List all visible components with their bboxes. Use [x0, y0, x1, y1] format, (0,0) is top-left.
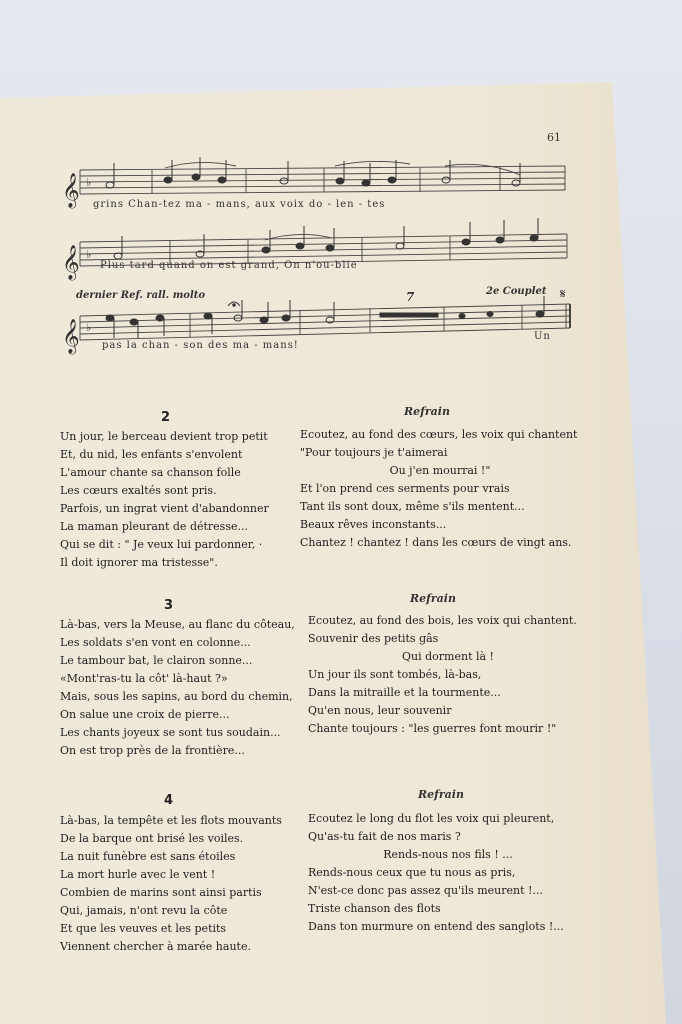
verse-line: La mort hurle avec le vent ! — [60, 868, 216, 881]
verse-number: 2 — [161, 410, 171, 425]
svg-text:♭: ♭ — [86, 321, 92, 334]
refrain-line: Rends-nous nos fils ! ... — [383, 848, 513, 861]
refrain-line: Et l'on prend ces serments pour vrais — [300, 482, 510, 495]
refrain-line: Rends-nous ceux que tu nous as pris, — [308, 866, 516, 879]
verse-line: Le tambour bat, le clairon sonne... — [60, 654, 253, 667]
refrain-3-lines — [308, 612, 588, 738]
verse-line: Combien de marins sont ainsi partis — [60, 886, 262, 899]
refrain-2-lines — [300, 426, 580, 552]
refrain-line: Qu'as-tu fait de nos maris ? — [308, 830, 461, 843]
refrain-line: Un jour ils sont tombés, là-bas, — [308, 668, 482, 681]
refrain-line: Ou j'en mourrai !" — [389, 464, 491, 477]
verse-line: Les cœurs exaltés sont pris. — [60, 484, 217, 497]
refrain-line: Qu'en nous, leur souvenir — [308, 704, 452, 717]
refrain-4-lines — [308, 810, 588, 936]
music-score — [0, 0, 682, 380]
tempo-marking: dernier Ref. rall. molto — [76, 290, 206, 301]
refrain-line: Ecoutez, au fond des bois, les voix qui chantent. — [308, 614, 577, 627]
verse-line: On est trop près de la frontière... — [60, 744, 245, 757]
svg-text:♭: ♭ — [86, 248, 92, 261]
refrain-line: Ecoutez le long du flot les voix qui pleurent, — [308, 812, 555, 825]
treble-clef-icon: 𝄞 — [62, 245, 80, 280]
verse-line: Un jour, le berceau devient trop petit — [60, 430, 268, 443]
verse-number: 4 — [164, 793, 174, 808]
refrain-line: Dans la mitraille et la tourmente... — [308, 686, 501, 699]
couplet-marking: 2e Couplet — [486, 286, 547, 297]
verse-line: Viennent chercher à marée haute. — [60, 940, 251, 953]
refrain-line: Dans ton murmure on entend des sanglots !... — [308, 920, 564, 933]
refrain-line: Chantez ! chantez ! dans les cœurs de vingt ans. — [300, 536, 572, 549]
treble-clef-icon: 𝄞 — [62, 319, 80, 354]
verse-line: L'amour chante sa chanson folle — [60, 466, 241, 479]
refrain-line: Tant ils sont doux, même s'ils mentent... — [300, 500, 525, 513]
refrain-line: Chante toujours : "les guerres font mourir !" — [308, 722, 557, 735]
segno-icon: 𝄋 — [560, 287, 566, 302]
refrain-title: Refrain — [404, 405, 450, 418]
verse-4-lines — [60, 812, 282, 956]
refrain-line: Beaux rêves inconstants... — [300, 518, 447, 531]
refrain-line: Ecoutez, au fond des cœurs, les voix qui chantent — [300, 428, 578, 441]
verse-line: De la barque ont brisé les voiles. — [60, 832, 244, 845]
verse-3-lines — [60, 616, 295, 760]
svg-text:♭: ♭ — [86, 176, 92, 189]
verse-number: 3 — [164, 598, 174, 613]
verse-line: Et que les veuves et les petits — [60, 922, 227, 935]
verse-2-lines — [60, 428, 269, 572]
verse-line: Les soldats s'en vont en colonne... — [60, 636, 251, 649]
treble-clef-icon: 𝄞 — [62, 173, 80, 208]
lyrics-line-3-end: Un — [534, 331, 551, 342]
verse-line: Parfois, un ingrat vient d'abandonner — [60, 502, 269, 515]
verse-line: Là-bas, vers la Meuse, au flanc du côteau, — [60, 618, 295, 631]
measure-rest-number: 7 — [406, 290, 415, 304]
page-number: 61 — [547, 131, 561, 144]
verse-line: La maman pleurant de détresse... — [60, 520, 248, 533]
refrain-line: Souvenir des petits gâs — [308, 632, 439, 645]
refrain-title: Refrain — [410, 592, 456, 605]
verse-line: On salue une croix de pierre... — [60, 708, 230, 721]
lyrics-line-1: grins Chan-tez ma - mans, aux voix do - len - tes — [93, 199, 386, 210]
verse-line: «Mont'ras-tu la côt' là-haut ?» — [60, 672, 228, 685]
refrain-line: N'est-ce donc pas assez qu'ils meurent !... — [308, 884, 543, 897]
lyrics-line-3: pas la chan - son des ma - mans! — [102, 340, 299, 351]
refrain-line: "Pour toujours je t'aimerai — [300, 446, 448, 459]
verse-line: La nuit funèbre est sans étoiles — [60, 850, 236, 863]
verse-line: Là-bas, la tempête et les flots mouvants — [60, 814, 282, 827]
refrain-line: Triste chanson des flots — [308, 902, 441, 915]
staff-3 — [80, 304, 570, 340]
lyrics-line-2: Plus tard quand on est grand, On n'ou-blie — [100, 260, 358, 271]
staff-1 — [80, 166, 565, 194]
verse-line: Les chants joyeux se sont tus soudain... — [60, 726, 281, 739]
refrain-title: Refrain — [418, 788, 464, 801]
verse-line: Il doit ignorer ma tristesse". — [60, 556, 218, 569]
verse-line: Et, du nid, les enfants s'envolent — [60, 448, 243, 461]
verse-line: Qui se dit : " Je veux lui pardonner, · — [60, 538, 263, 551]
verse-line: Qui, jamais, n'ont revu la côte — [60, 904, 228, 917]
verse-line: Mais, sous les sapins, au bord du chemin, — [60, 690, 293, 703]
refrain-line: Qui dorment là ! — [402, 650, 494, 663]
